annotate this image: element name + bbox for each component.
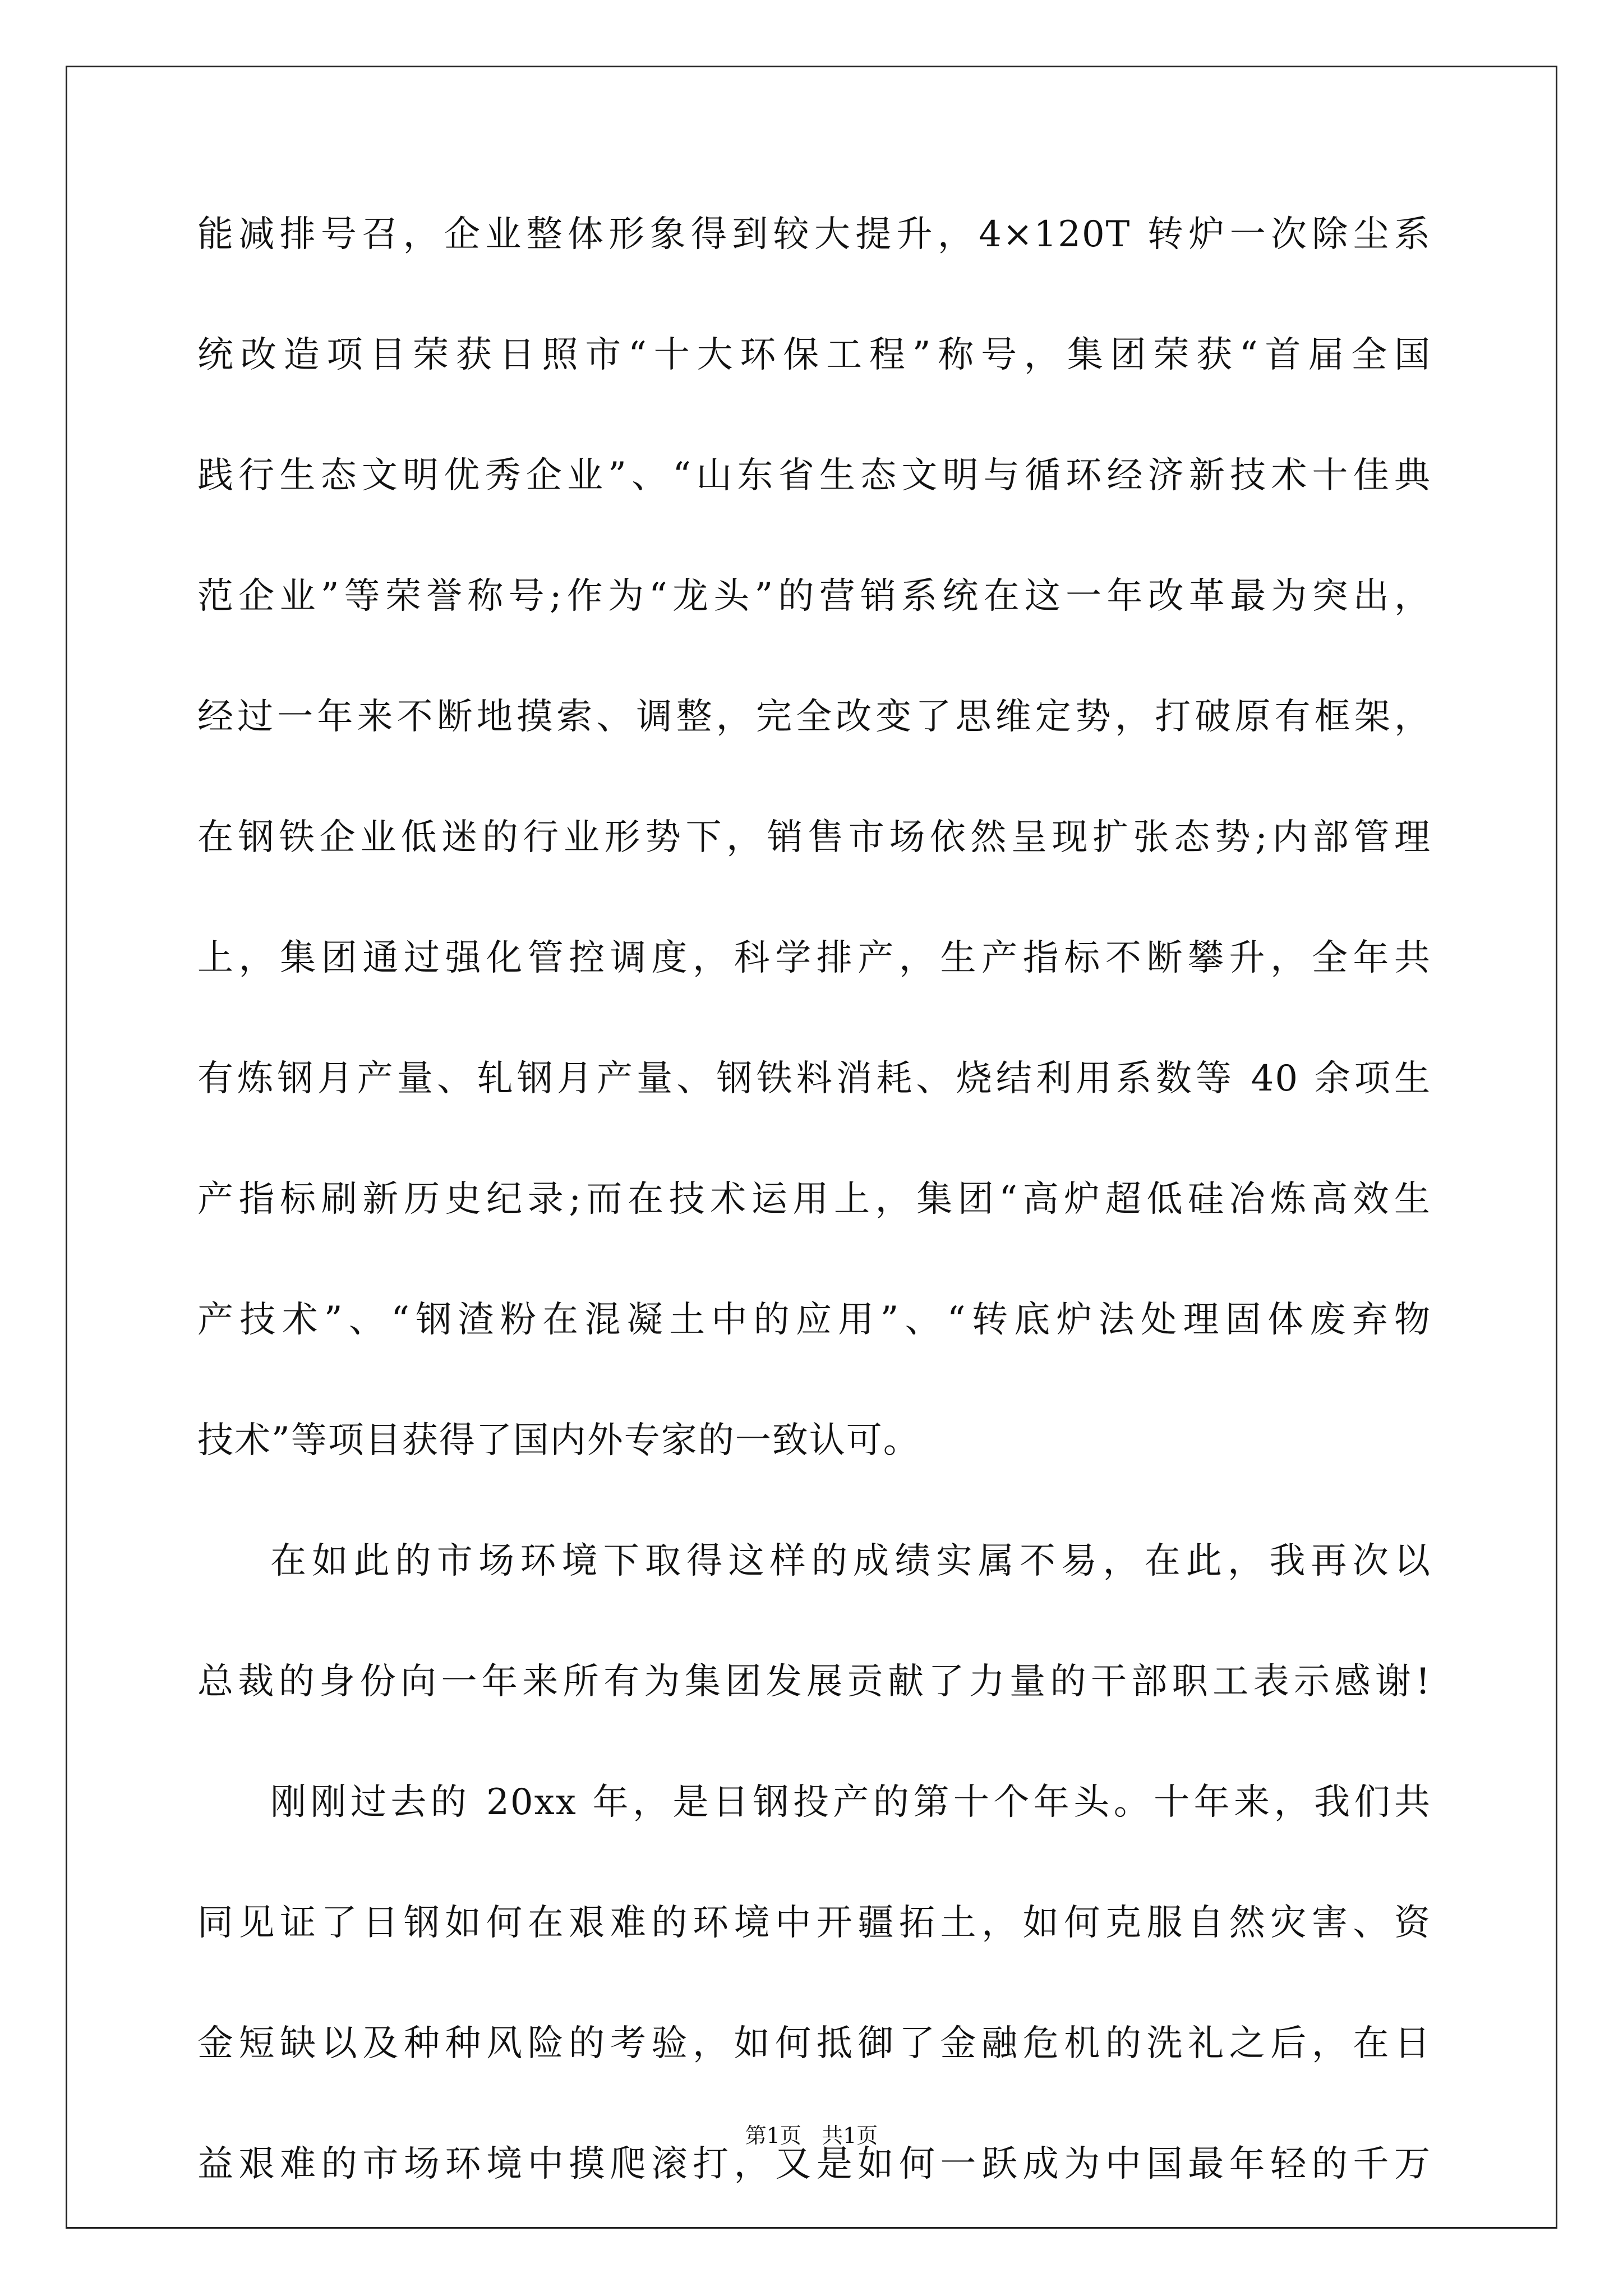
text-line: 金短缺以及种种风险的考验，如何抵御了金融危机的洗礼之后，在日: [197, 2023, 1431, 2064]
text-line: 践行生态文明优秀企业”、“山东省生态文明与循环经济新技术十佳典: [197, 455, 1431, 496]
text-line: 益艰难的市场环境中摸爬滚打，又是如何一跃成为中国最年轻的千万: [197, 2143, 1431, 2185]
text-line: 有炼钢月产量、轧钢月产量、钢铁料消耗、烧结利用系数等 40 余项生: [197, 1058, 1431, 1099]
text-line: 经过一年来不断地摸索、调整，完全改变了思维定势，打破原有框架，: [197, 696, 1431, 738]
text-line: 能减排号召，企业整体形象得到较大提升，4×120T 转炉一次除尘系: [197, 214, 1431, 255]
document-body: [197, 212, 1431, 2262]
text-line: 刚刚过去的 20xx 年，是日钢投产的第十个年头。十年来，我们共: [270, 1782, 1431, 1823]
text-line: 统改造项目荣获日照市“十大环保工程”称号，集团荣获“首届全国: [197, 334, 1431, 376]
text-line: 产技术”、“钢渣粉在混凝土中的应用”、“转底炉法处理固体废弃物: [197, 1299, 1431, 1341]
text-line: 在钢铁企业低迷的行业形势下，销售市场依然呈现扩张态势;内部管理: [197, 817, 1431, 858]
text-line: 上，集团通过强化管控调度，科学排产，生产指标不断攀升，全年共: [197, 937, 1431, 979]
text-line: 范企业”等荣誉称号;作为“龙头”的营销系统在这一年改革最为突出，: [197, 576, 1431, 617]
text-line: 在如此的市场环境下取得这样的成绩实属不易，在此，我再次以: [270, 1540, 1431, 1582]
text-line: 产指标刷新历史纪录;而在技术运用上，集团“高炉超低硅冶炼高效生: [197, 1179, 1431, 1220]
text-line: 同见证了日钢如何在艰难的环境中开疆拓土，如何克服自然灾害、资: [197, 1902, 1431, 1944]
text-line: 总裁的身份向一年来所有为集团发展贡献了力量的干部职工表示感谢!: [197, 1661, 1431, 1703]
page-number-footer: 第1页 共1页: [745, 2123, 878, 2148]
text-line: 技术”等项目获得了国内外专家的一致认可。: [197, 1420, 920, 1461]
